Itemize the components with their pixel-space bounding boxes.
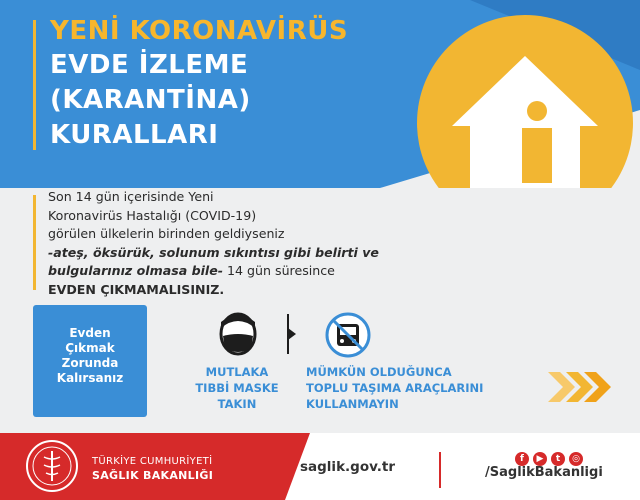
no-bus-icon xyxy=(322,311,374,359)
footer-divider xyxy=(439,452,441,488)
intro-line-5 xyxy=(48,262,408,281)
intro-accent-bar xyxy=(33,195,36,290)
intro-line-1: Son 14 gün içerisinde Yeni xyxy=(48,189,214,204)
title-line-3: (KARANTİNA) xyxy=(50,85,251,115)
condition-line-4: Kalırsanız xyxy=(56,371,124,385)
title-line-1: YENİ KORONAVİRÜS xyxy=(50,16,349,46)
transport-rule-line-2: TOPLU TAŞIMA ARAÇLARINI xyxy=(306,381,484,395)
title-line-2: EVDE İZLEME xyxy=(50,50,249,80)
chevrons-icon xyxy=(548,372,614,402)
instagram-icon[interactable]: ◎ xyxy=(569,452,583,466)
twitter-icon[interactable]: t xyxy=(551,452,565,466)
condition-text xyxy=(33,326,147,386)
mask-rule-line-3: TAKIN xyxy=(217,397,257,411)
intro-line-5-em: bulgularınız olmasa bile- xyxy=(48,263,224,278)
face-mask-icon xyxy=(213,312,263,360)
poster-title xyxy=(50,14,410,153)
mask-rule-line-2: TIBBİ MASKE xyxy=(195,381,279,395)
intro-paragraph xyxy=(48,188,408,299)
social-handle[interactable]: /SaglikBakanligi xyxy=(485,465,603,480)
mask-rule xyxy=(178,364,296,412)
ministry-name-line-1: TÜRKİYE CUMHURİYETİ xyxy=(92,456,213,467)
condition-line-1: Evden xyxy=(69,326,111,340)
title-accent-bar xyxy=(33,20,36,150)
mask-rule-line-1: MUTLAKA xyxy=(205,365,269,379)
social-icons xyxy=(515,452,583,466)
youtube-icon[interactable]: ▶ xyxy=(533,452,547,466)
facebook-icon[interactable]: f xyxy=(515,452,529,466)
intro-line-4: -ateş, öksürük, solunum sıkıntısı gibi belirti ve xyxy=(48,244,379,260)
condition-line-3: Zorunda xyxy=(61,356,119,370)
transport-rule-line-3: KULLANMAYIN xyxy=(306,397,399,411)
condition-line-2: Çıkmak xyxy=(65,341,115,355)
intro-line-3: görülen ülkelerin birinden geldiyseniz xyxy=(48,226,285,241)
website-link[interactable]: saglik.gov.tr xyxy=(300,459,396,475)
transport-rule xyxy=(306,364,536,412)
divider-arrow-icon xyxy=(286,314,298,354)
title-line-4: KURALLARI xyxy=(50,120,219,150)
transport-rule-line-1: MÜMKÜN OLDUĞUNCA xyxy=(306,365,452,379)
ministry-name-line-2: SAĞLIK BAKANLIĞI xyxy=(92,469,214,482)
intro-line-2: Koronavirüs Hastalığı (COVID-19) xyxy=(48,207,257,223)
intro-line-5-rest: 14 gün süresince xyxy=(223,263,335,278)
intro-line-6: EVDEN ÇIKMAMALISINIZ. xyxy=(48,281,225,297)
